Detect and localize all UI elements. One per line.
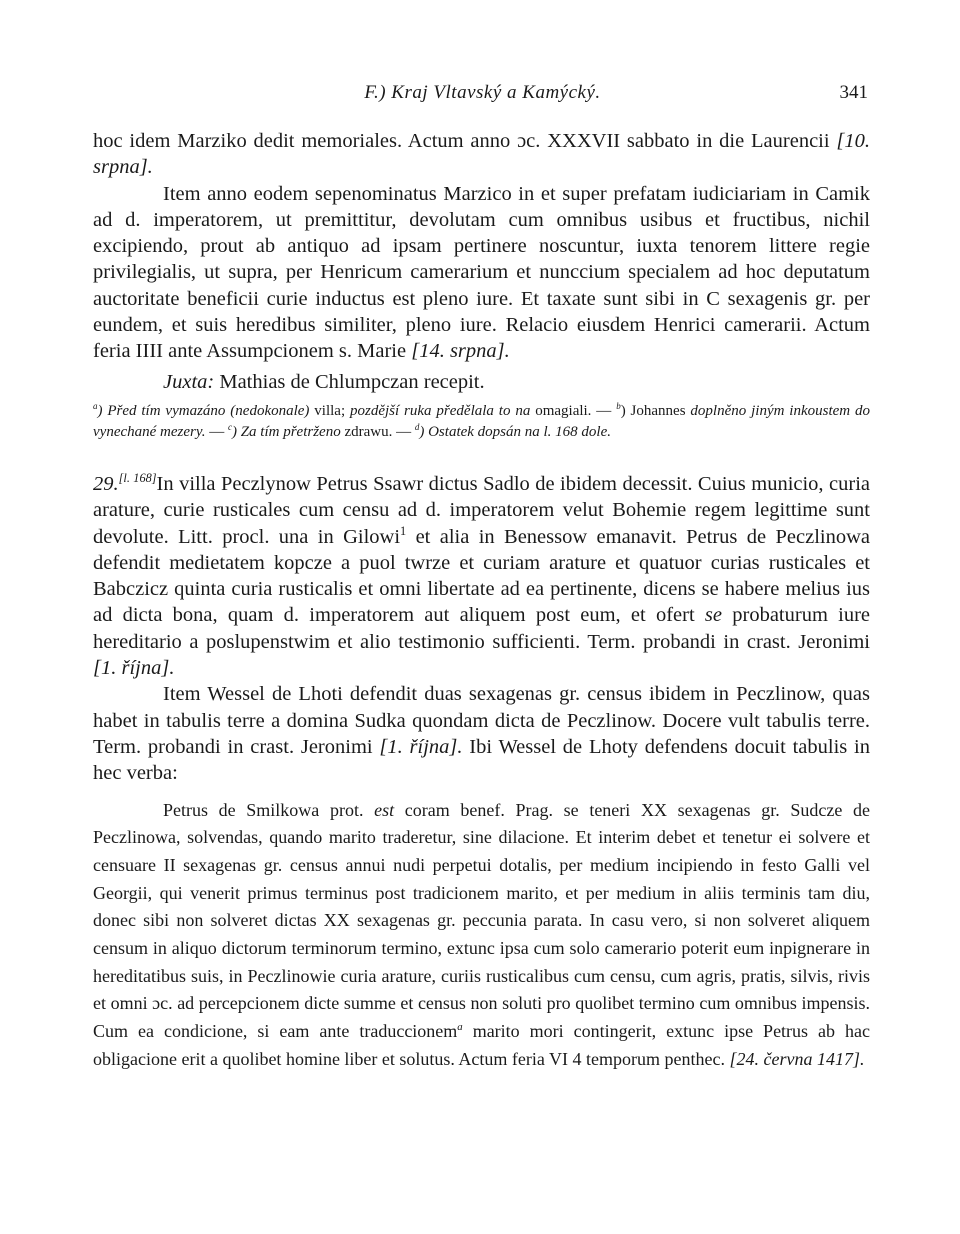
paragraph-text3: probaturum iure hereditario a poslupenstwim et alio testimonio sufficienti. Term. probandi in crast. Jeronimi (93, 604, 871, 653)
date-annotation: [1. října]. (93, 657, 175, 680)
emphasis-word: est (374, 799, 395, 820)
quote-text2: coram benef. Prag. se teneri XX sexagenas gr. Sudcze de Peczlinowa, solvendas, quando marito traderetur, sine dilacione. Et interim debet et tenetur ei solvere et censuare II sexagenas gr. census annui nudi perpetui dotalis, per medium incipiendo in festo Galli vel Georgii, qui venerit primus terminus post tradicionem marito, et per medium in aliis terminis tam diu, donec sibi non solveret dictas XX sexagenas gr. peccunia parata. In casu vero, si non solveret aliquem censum in aliquo dictorum terminorum termino, extunc ipsa cum solo camerario poterit eum inpignerare in hereditatibus suis, in Peczlinowie curia arature, curiis rusticalibus cum censu, cum agris, pratis, silvis, rivis et omni ɔc. ad percepcionem dicte summe et census non soluti pro quolibet termino cum omnibus impensis. Cum ea condicione, si eam ante traduccionem (93, 799, 870, 1042)
footnote-a-note: (nedokonale) (230, 402, 310, 419)
paragraph-item-anno (93, 181, 870, 365)
footnote-separator: — (205, 423, 228, 440)
juxta-note (93, 369, 870, 395)
page-number: 341 (839, 82, 868, 103)
footnote-mark-b: b (616, 400, 621, 411)
footnote-mark-a: a (93, 400, 98, 411)
footnote-a-text2: pozdější ruka předělala to na (350, 402, 531, 419)
folio-reference: [l. 168] (118, 471, 157, 486)
paragraph-text: Item anno eodem sepenominatus Marzico in et super prefatam iudiciariam in Camik ad d. imperatorem, ut premittitur, devolutam cum omnibus usibus et fructibus, nichil excipiendo, prout ab antiquo ad ipsam pertinere noscuntur, iuxta tenorem littere regie privilegialis, ut supra, per Henricum camerarium et nunccium specialem ad hoc deputatum auctoritate beneficii curie inductus est pleno iure. Et taxate sunt sibi in C sexagenis gr. per eundem, et suis heredibus similiter, pleno iure. Relacio eiusdem Henrici camerarii. Actum feria IIII ante Assumpcionem s. Marie (93, 182, 870, 363)
footnote-a-text: ) Před tím vymazáno (97, 402, 231, 419)
section-gap (93, 443, 870, 471)
page-header (95, 82, 870, 110)
date-annotation: [14. srpna]. (411, 340, 510, 363)
footnote-mark-c: c (227, 421, 232, 432)
quote-text: Petrus de Smilkowa prot. (163, 799, 375, 820)
date-annotation: [10. srpna]. (93, 130, 870, 179)
footnote-reference: a (457, 1021, 463, 1034)
quoted-record (93, 797, 870, 1074)
date-annotation: [24. června 1417]. (729, 1048, 865, 1069)
paragraph-entry-29 (93, 471, 870, 681)
footnote-d-text: ) Ostatek dopsán na l. 168 dole. (419, 423, 612, 440)
juxta-label: Juxta: (163, 370, 215, 393)
juxta-text: Mathias de Chlumpczan recepit. (214, 370, 485, 393)
footnote-a-word: villa; (309, 402, 351, 419)
paragraph-text: In villa Peczlynow Petrus Ssawr dictus Sadlo de ibidem decessit. Cuius municio, curia arature, curie rusticales cum censu ad d. imperatorem velut Bohemie regem legittime sunt devolute. Litt. procl. una in Gilowi (93, 472, 870, 548)
footnote-mark-d: d (414, 421, 420, 432)
entry-number: 29. (93, 472, 119, 495)
footnote-c-word: zdrawu. — (340, 423, 415, 440)
emphasis-word: se (704, 604, 722, 627)
paragraph-text2: et alia in Benessow emanavit. Petrus de Peczlinowa defendit medietatem kopcze a puol twrze et curiam arature et quatuor curias rusticales et Babczicz quinta curia rusticalis et omni libertate ad ea pertinente, dicens se habere melius ius ad dicta bona, quam d. imperatorem aut aliquem post eum, et ofert (93, 525, 870, 627)
running-title: F.) Kraj Vltavský a Kamýcký. (364, 82, 601, 103)
paragraph-continuation (93, 128, 870, 181)
body-text (93, 128, 870, 1074)
quote-text3: marito mori contingerit, extunc ipse Petrus ab hac obligacione erit a quolibet homine liber et solutus. Actum feria VI 4 temporum penthec. (93, 1021, 870, 1069)
paragraph-text: Item Wessel de Lhoti defendit duas sexagenas gr. census ibidem in Peczlinow, quas habet in tabulis terre a domina Sudka quondam dicta de Peczlinow. Docere vult tabulis terre. Term. probandi in crast. Jeronimi (93, 683, 870, 758)
footnote-reference: 1 (400, 523, 407, 538)
paragraph-text: hoc idem Marziko dedit memoriales. Actum anno ɔc. XXXVII sabbato in die Laurencii (93, 130, 837, 152)
footnote-c-text: ) Za tím přetrženo (231, 423, 341, 440)
footnote-b-word: ) Johannes (620, 402, 691, 419)
footnote-a-word2: omagiali. — (530, 402, 617, 419)
paragraph-item-wessel (93, 681, 870, 786)
footnote-b-text: doplněno jiným inkoustem do vynechané mezery. (93, 402, 871, 440)
paragraph-text2: Ibi Wessel de Lhoty defendens docuit tabulis in hec verba: (93, 735, 870, 785)
footnotes (93, 401, 870, 443)
date-annotation: [1. října]. (379, 735, 463, 758)
